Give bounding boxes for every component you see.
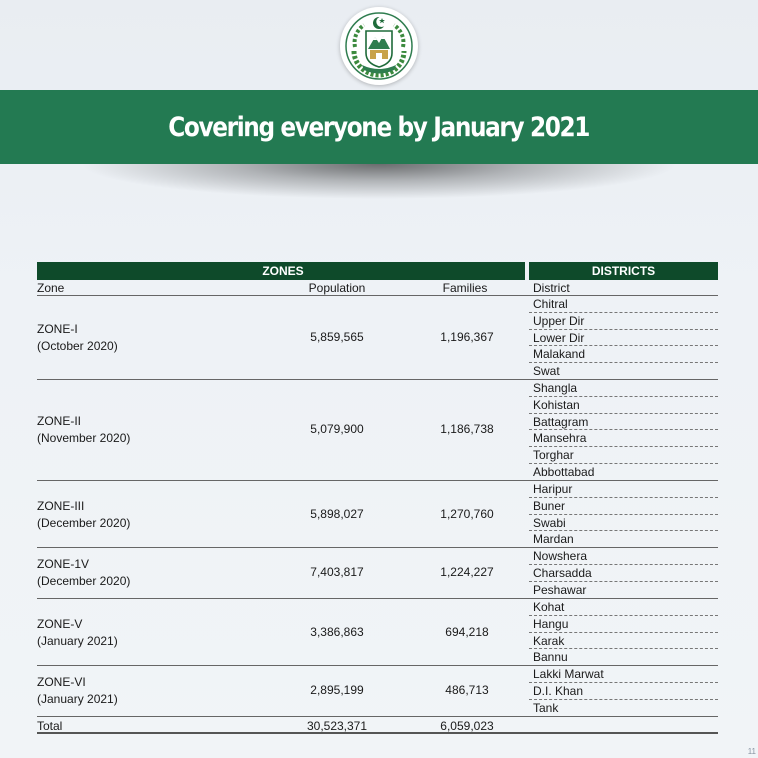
- table-row: [37, 481, 718, 548]
- list-item: Kohistan: [529, 397, 718, 414]
- district-list: [529, 380, 718, 481]
- zone-name: ZONE-VI: [37, 675, 86, 689]
- zone-name: ZONE-V: [37, 617, 83, 631]
- zone-period: (January 2021): [37, 692, 118, 706]
- zone-families: 694,218: [445, 625, 489, 639]
- table-row: [37, 296, 718, 380]
- banner-shadow: [40, 164, 718, 204]
- zones-table: [37, 262, 718, 734]
- zone-name: ZONE-II: [37, 414, 81, 428]
- list-item: Mansehra: [529, 430, 718, 447]
- list-item: Peshawar: [533, 582, 587, 597]
- column-header-zone: Zone: [37, 281, 65, 295]
- zone-families: 1,196,367: [440, 330, 494, 344]
- zone-families: 1,186,738: [440, 422, 494, 436]
- zones-heading: ZONES: [262, 264, 304, 278]
- list-item: Swabi: [529, 515, 718, 532]
- list-item: Chitral: [529, 296, 718, 313]
- zone-name: ZONE-1V: [37, 557, 90, 571]
- zone-population: 5,898,027: [310, 507, 364, 521]
- list-item: Kohat: [529, 599, 718, 616]
- column-headers: [37, 280, 718, 296]
- government-emblem-logo: [340, 7, 418, 85]
- district-list: [529, 481, 718, 548]
- column-header-families: Families: [442, 281, 488, 295]
- districts-heading: DISTRICTS: [591, 264, 656, 278]
- list-item: Nowshera: [529, 548, 718, 565]
- list-item: Upper Dir: [529, 313, 718, 330]
- zone-families: 1,224,227: [440, 565, 494, 579]
- list-item: D.I. Khan: [529, 683, 718, 700]
- district-list: [529, 296, 718, 380]
- list-item: Swat: [533, 364, 560, 378]
- list-item: Bannu: [533, 650, 568, 665]
- zone-population: 7,403,817: [310, 565, 364, 579]
- zone-period: (October 2020): [37, 339, 118, 353]
- list-item: Tank: [533, 700, 559, 715]
- list-item: Malakand: [529, 346, 718, 363]
- table-header-bar: [37, 262, 718, 280]
- total-families: 6,059,023: [440, 719, 494, 733]
- list-item: Battagram: [529, 414, 718, 431]
- zone-period: (December 2020): [37, 516, 131, 530]
- list-item: Mardan: [533, 532, 574, 547]
- zone-population: 3,386,863: [310, 625, 364, 639]
- zone-name: ZONE-I: [37, 322, 78, 336]
- total-label: Total: [37, 719, 63, 733]
- column-header-district: District: [533, 281, 570, 295]
- table-row: [37, 548, 718, 599]
- district-list: [529, 548, 718, 598]
- zone-families: 486,713: [445, 683, 489, 697]
- list-item: Karak: [529, 633, 718, 650]
- zone-period: (December 2020): [37, 574, 131, 588]
- list-item: Lakki Marwat: [529, 666, 718, 683]
- title-banner: [0, 90, 758, 164]
- table-row: [37, 599, 718, 666]
- list-item: Buner: [529, 498, 718, 515]
- table-row: [37, 666, 718, 717]
- page-title: Covering everyone by January 2021: [168, 111, 590, 143]
- column-header-population: Population: [308, 281, 366, 295]
- zone-name: ZONE-III: [37, 499, 85, 513]
- list-item: Haripur: [529, 481, 718, 498]
- zone-period: (November 2020): [37, 431, 131, 445]
- district-list: [529, 599, 718, 666]
- zone-families: 1,270,760: [440, 507, 494, 521]
- zone-population: 5,079,900: [310, 422, 364, 436]
- total-row: [37, 717, 718, 734]
- zone-population: 5,859,565: [310, 330, 364, 344]
- table-row: [37, 380, 718, 481]
- list-item: Lower Dir: [529, 330, 718, 347]
- total-population: 30,523,371: [306, 719, 368, 733]
- list-item: Hangu: [529, 616, 718, 633]
- list-item: Shangla: [529, 380, 718, 397]
- zone-population: 2,895,199: [310, 683, 364, 697]
- zone-period: (January 2021): [37, 634, 118, 648]
- list-item: Abbottabad: [533, 464, 595, 479]
- list-item: Torghar: [529, 447, 718, 464]
- list-item: Charsadda: [529, 565, 718, 582]
- page-number: 11: [747, 747, 756, 756]
- district-list: [529, 666, 718, 716]
